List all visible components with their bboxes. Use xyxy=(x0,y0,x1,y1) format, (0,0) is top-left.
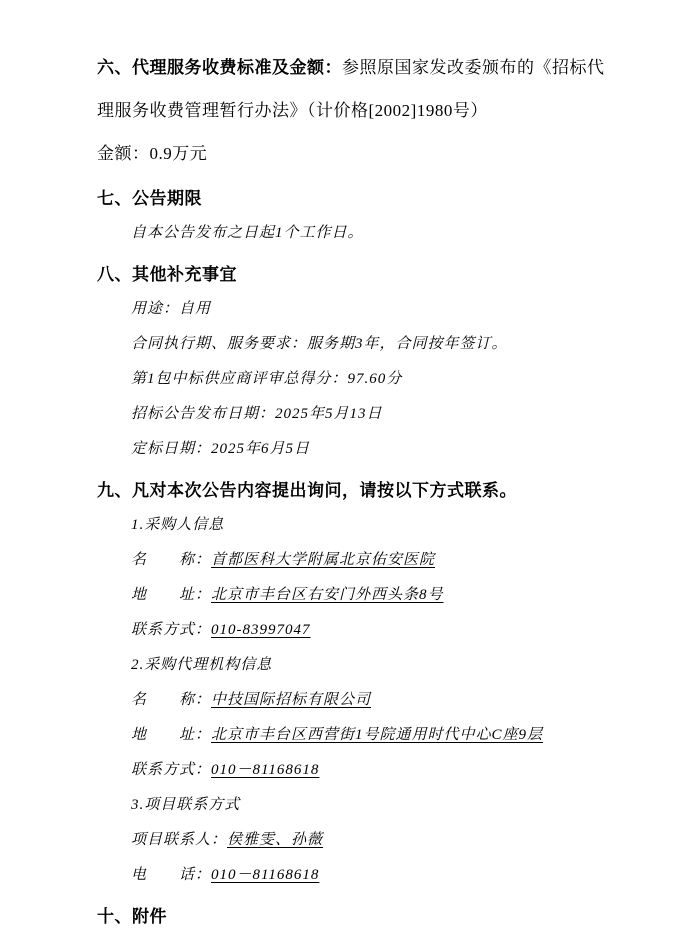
section-6-heading: 六、代理服务收费标准及金额： xyxy=(97,58,342,77)
agency-name-row xyxy=(97,683,636,718)
purchaser-contact-value: 010-83997047 xyxy=(211,622,311,638)
section-8 xyxy=(97,257,636,467)
purchaser-address-value: 北京市丰台区右安门外西头条8号 xyxy=(211,587,444,603)
agency-address-value: 北京市丰台区西营街1号院通用时代中心C座9层 xyxy=(211,727,544,743)
section-7 xyxy=(97,181,636,251)
section-8-line-contract-term: 合同执行期、服务要求：服务期3年，合同按年签订。 xyxy=(131,336,508,352)
project-phone-label: 电 话： xyxy=(131,867,212,883)
purchaser-name-value: 首都医科大学附属北京佑安医院 xyxy=(211,552,436,568)
agency-contact-row xyxy=(97,753,636,788)
agency-contact-label: 联系方式： xyxy=(131,762,212,778)
section-8-line-score: 第1包中标供应商评审总得分：97.60分 xyxy=(131,371,403,387)
section-6-amount-line: 金额：0.9万元 xyxy=(97,144,208,163)
project-person-row xyxy=(97,823,636,858)
project-phone-value: 010－81168618 xyxy=(211,867,320,883)
agency-info-title: 2.采购代理机构信息 xyxy=(131,657,273,673)
section-7-heading: 七、公告期限 xyxy=(97,189,202,208)
section-8-line-announce-date: 招标公告发布日期：2025年5月13日 xyxy=(131,406,383,422)
section-10 xyxy=(97,899,636,934)
project-person-label: 项目联系人： xyxy=(131,832,228,848)
section-8-line-award-date: 定标日期：2025年6月5日 xyxy=(131,441,311,457)
section-7-body: 自本公告发布之日起1个工作日。 xyxy=(131,225,364,241)
project-contact-title: 3.项目联系方式 xyxy=(131,797,241,813)
section-8-line-usage: 用途：自用 xyxy=(131,301,212,317)
section-10-heading: 十、附件 xyxy=(97,907,167,926)
purchaser-info-title: 1.采购人信息 xyxy=(131,517,225,533)
purchaser-name-label: 名 称： xyxy=(131,552,212,568)
agency-contact-value: 010－81168618 xyxy=(211,762,320,778)
purchaser-address-row xyxy=(97,578,636,613)
purchaser-name-row xyxy=(97,543,636,578)
section-6 xyxy=(97,46,636,175)
purchaser-contact-label: 联系方式： xyxy=(131,622,212,638)
agency-name-label: 名 称： xyxy=(131,692,212,708)
agency-address-row xyxy=(97,718,636,753)
agency-address-label: 地 址： xyxy=(131,727,212,743)
project-person-value: 侯雅雯、孙薇 xyxy=(227,832,324,848)
purchaser-contact-row xyxy=(97,613,636,648)
section-6-body: 参照原国家发改委颁布的《招标代理服务收费管理暂行办法》（计价格[2002]1980号） xyxy=(97,58,605,120)
section-9 xyxy=(97,473,636,893)
purchaser-address-label: 地 址： xyxy=(131,587,212,603)
section-9-heading: 九、凡对本次公告内容提出询问，请按以下方式联系。 xyxy=(97,481,517,500)
section-8-heading: 八、其他补充事宜 xyxy=(97,265,237,284)
project-phone-row xyxy=(97,858,636,893)
section-6-paragraph xyxy=(97,46,619,132)
agency-name-value: 中技国际招标有限公司 xyxy=(211,692,372,708)
